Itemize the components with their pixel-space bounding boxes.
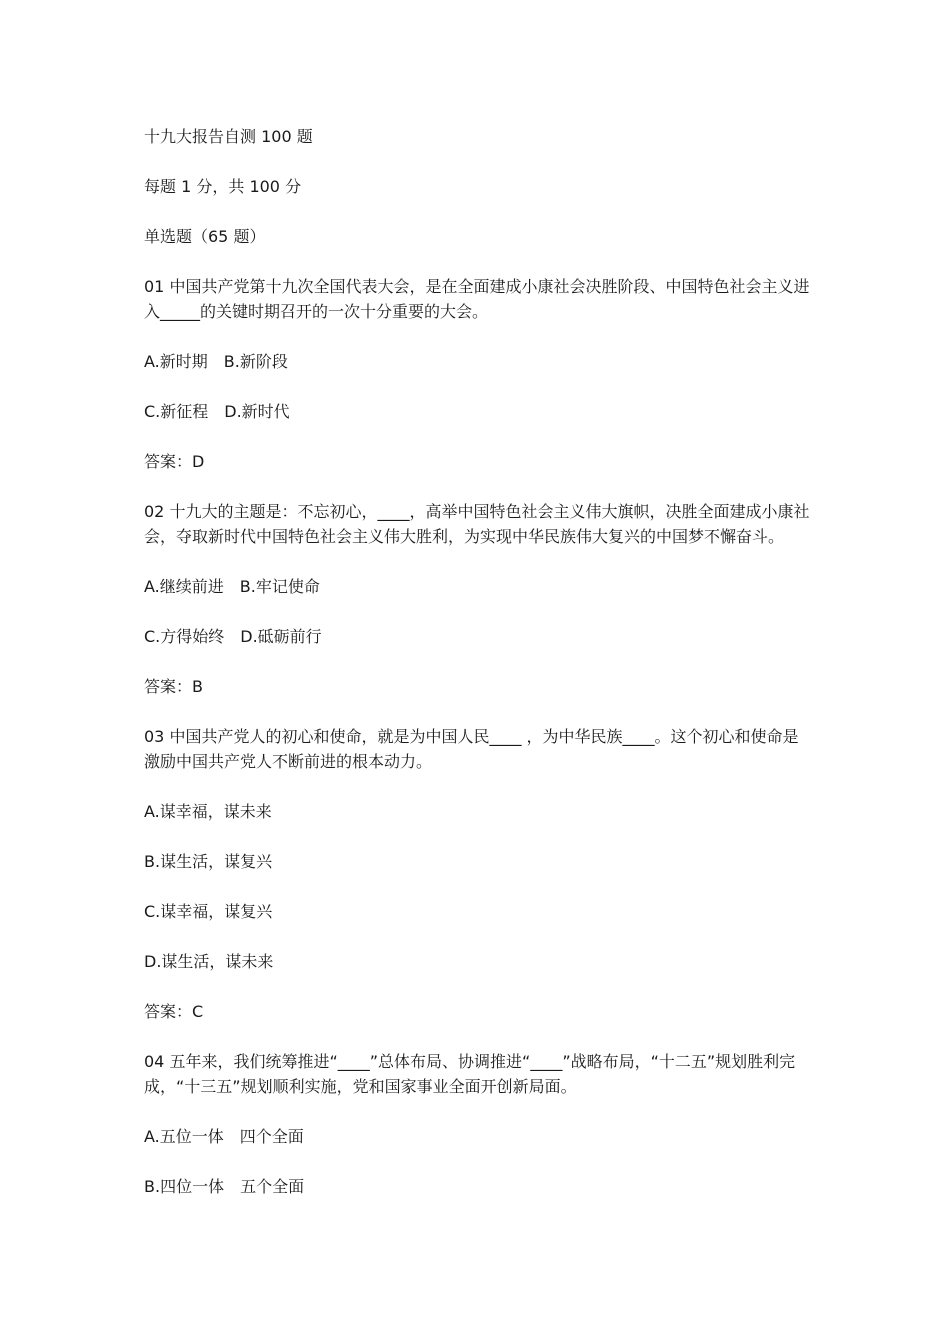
question-stem: 03 中国共产党人的初心和使命，就是为中国人民____ ，为中华民族____。这个初心和使命是激励中国共产党人不断前进的根本动力。: [144, 727, 799, 771]
section-heading: 单选题（65 题）: [144, 227, 266, 246]
question-stem: 02 十九大的主题是：不忘初心，____，高举中国特色社会主义伟大旗帜，决胜全面建成小康社会，夺取新时代中国特色社会主义伟大胜利，为实现中华民族伟大复兴的中国梦不懈奋斗。: [144, 502, 810, 546]
scoring-note: 每题 1 分，共 100 分: [144, 177, 302, 196]
question-02: [144, 499, 810, 699]
question-answer: 答案：C: [144, 1002, 204, 1021]
question-03: [144, 724, 810, 1024]
question-option: A.继续前进 B.牢记使命: [144, 577, 320, 596]
question-option: A.五位一体 四个全面: [144, 1127, 304, 1146]
question-option: C.谋幸福，谋复兴: [144, 902, 273, 921]
question-answer: 答案：D: [144, 452, 205, 471]
question-04: [144, 1049, 810, 1199]
document-title: 十九大报告自测 100 题: [144, 127, 313, 146]
question-option: C.方得始终 D.砥砺前行: [144, 627, 322, 646]
question-option: A.新时期 B.新阶段: [144, 352, 288, 371]
question-option: D.谋生活，谋未来: [144, 952, 274, 971]
question-option: B.谋生活，谋复兴: [144, 852, 273, 871]
question-answer: 答案：B: [144, 677, 203, 696]
question-option: A.谋幸福，谋未来: [144, 802, 272, 821]
question-stem: 01 中国共产党第十九次全国代表大会，是在全面建成小康社会决胜阶段、中国特色社会主义进入_____的关键时期召开的一次十分重要的大会。: [144, 277, 810, 321]
question-01: [144, 274, 810, 474]
question-option: C.新征程 D.新时代: [144, 402, 290, 421]
question-option: B.四位一体 五个全面: [144, 1177, 305, 1196]
question-stem: 04 五年来，我们统筹推进“____”总体布局、协调推进“____”战略布局，“十二五”规划胜利完成，“十三五”规划顺利实施，党和国家事业全面开创新局面。: [144, 1052, 796, 1096]
